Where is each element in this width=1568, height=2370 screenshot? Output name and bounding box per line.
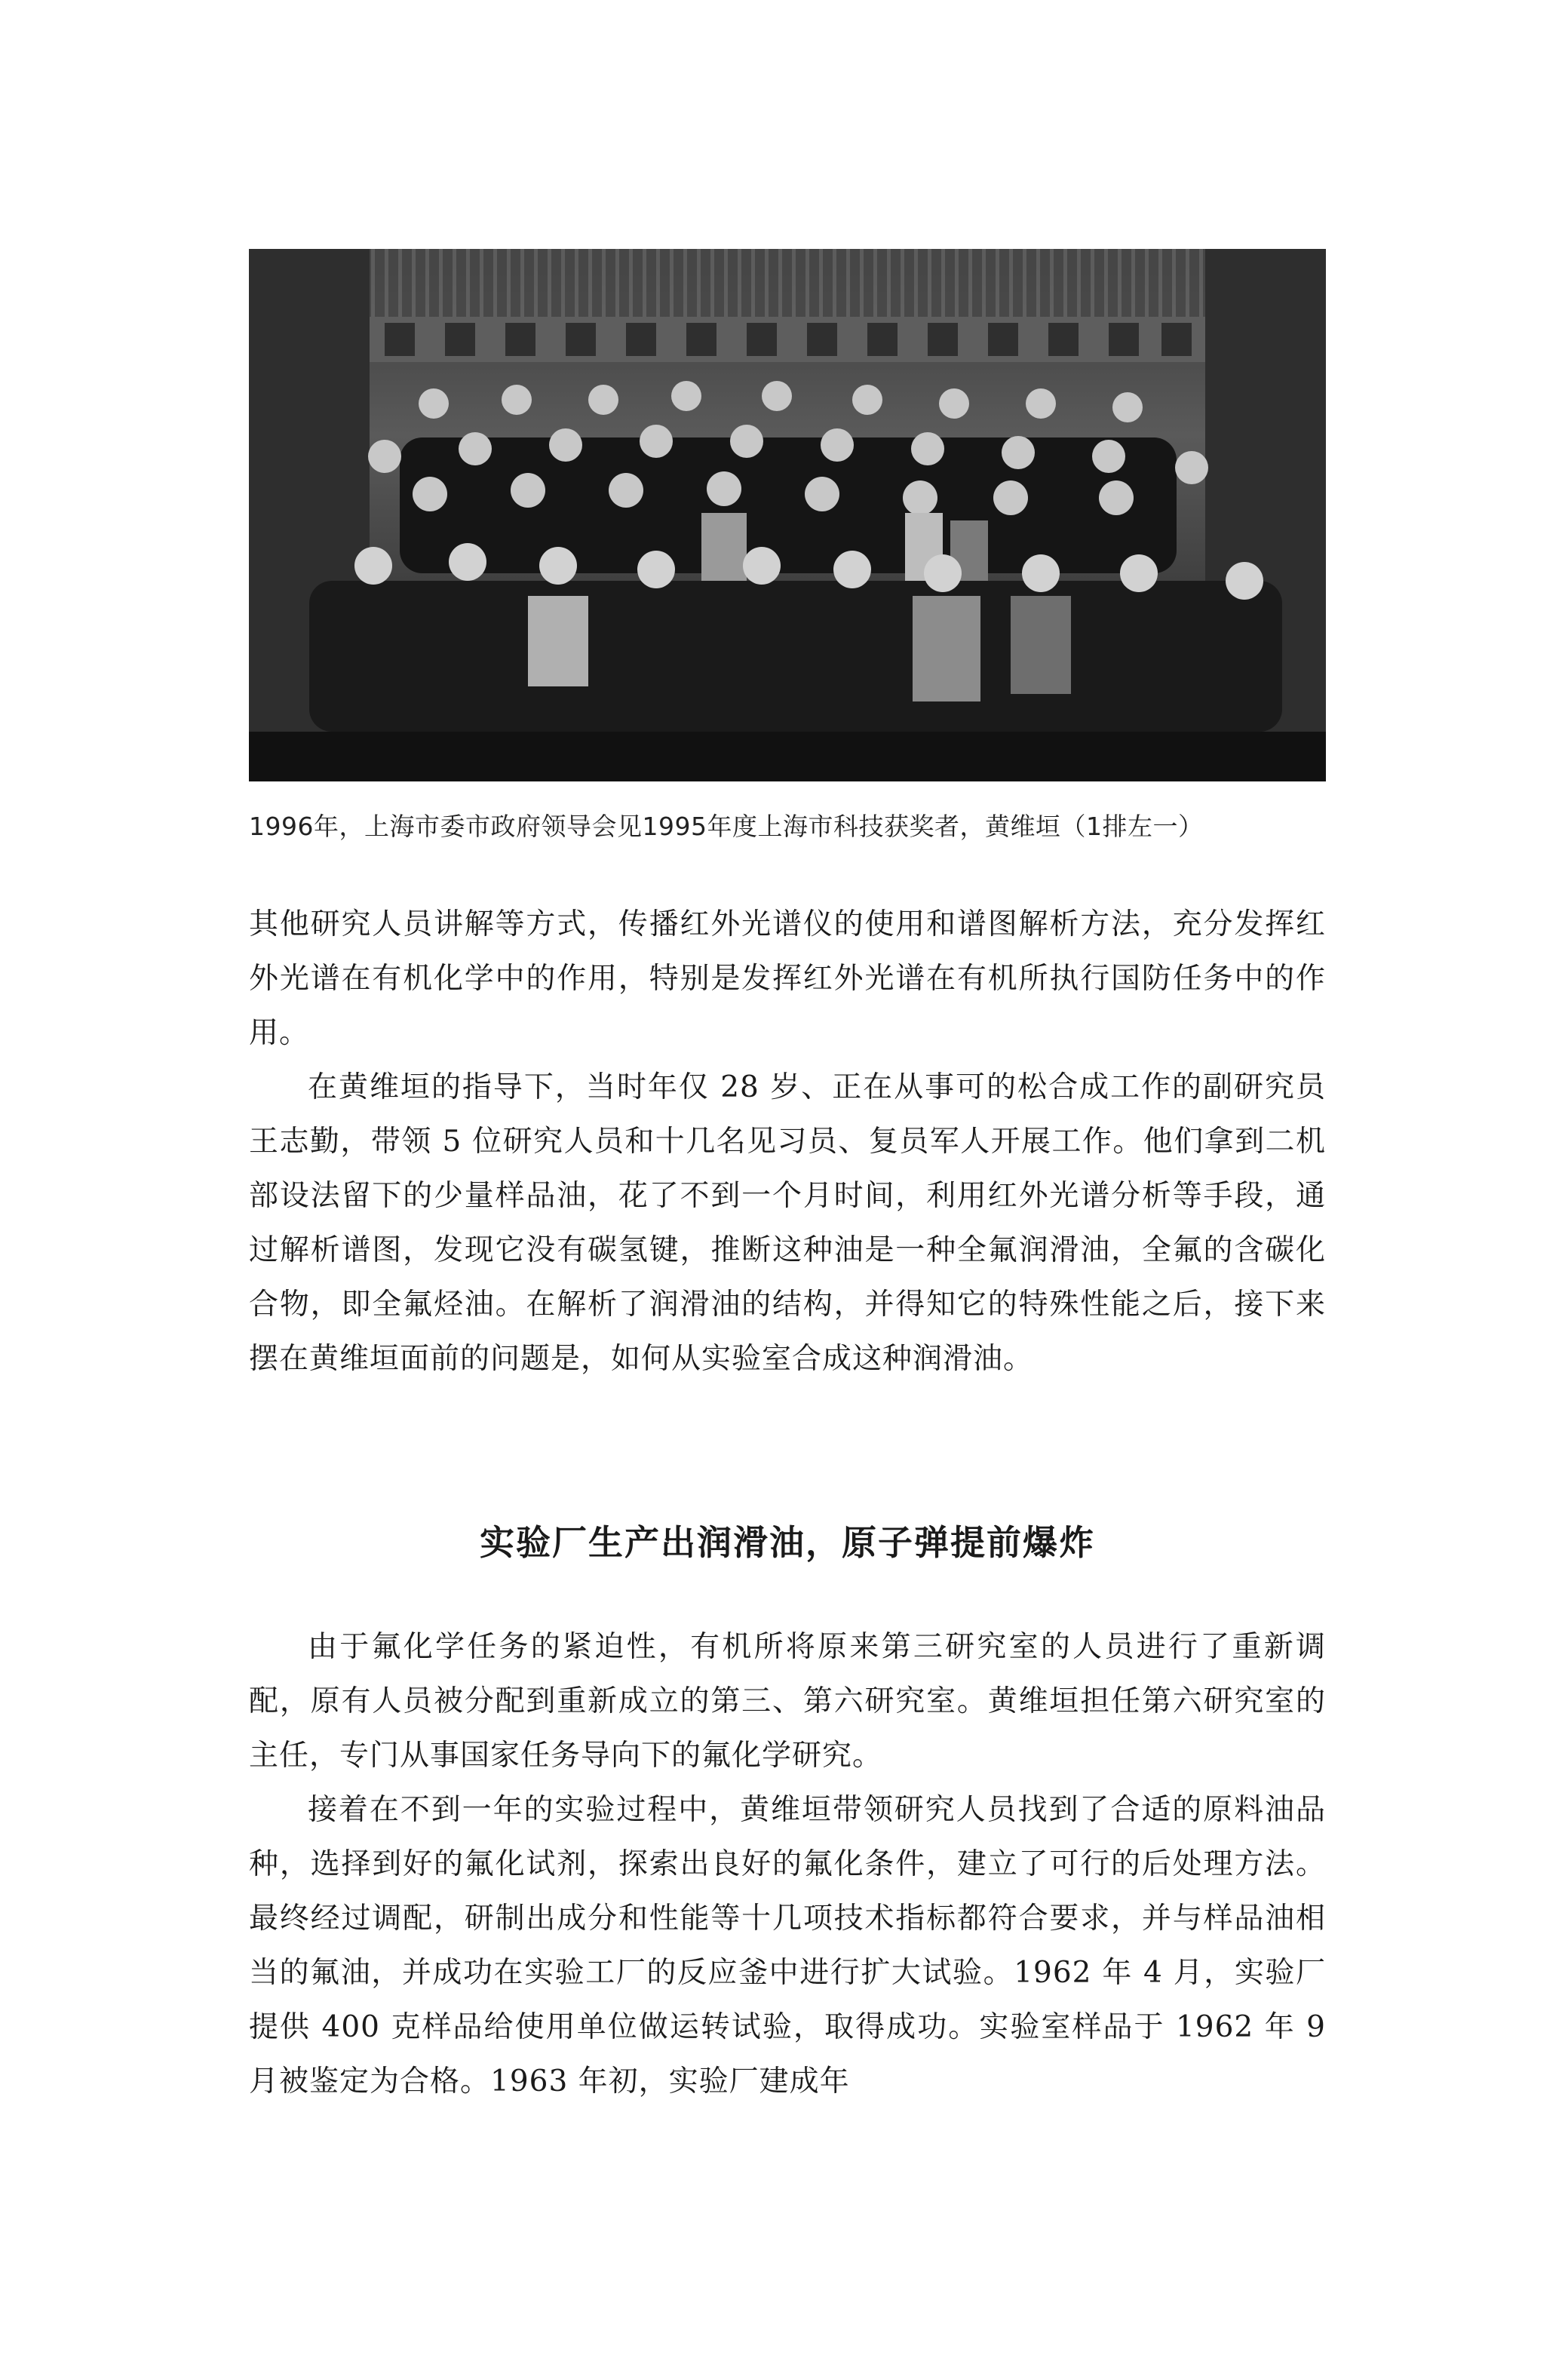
section-text bbox=[249, 1620, 1326, 2109]
paragraph: 其他研究人员讲解等方式，传播红外光谱仪的使用和谱图解析方法，充分发挥红外光谱在有机化学中的作用，特别是发挥红外光谱在有机所执行国防任务中的作用。 bbox=[249, 907, 1326, 1050]
paragraph: 在黄维垣的指导下，当时年仅 28 岁、正在从事可的松合成工作的副研究员王志勤，带领 5 位研究人员和十几名见习员、复员军人开展工作。他们拿到二机部设法留下的少量样品油，花了不到一个月时间，利用红外光谱分析等手段，通过解析谱图，发现它没有碳氢键，推断这种油是一种全氟润滑油，全氟的含碳化合物，即全氟烃油。在解析了润滑油的结构，并得知它的特殊性能之后，接下来摆在黄维垣面前的问题是，如何从实验室合成这种润滑油。 bbox=[249, 1070, 1326, 1376]
group-photo bbox=[249, 249, 1326, 781]
section-heading: 实验厂生产出润滑油，原子弹提前爆炸 bbox=[480, 1522, 1095, 1563]
group-photo-image bbox=[249, 249, 1326, 781]
paragraph: 由于氟化学任务的紧迫性，有机所将原来第三研究室的人员进行了重新调配，原有人员被分配到重新成立的第三、第六研究室。黄维垣担任第六研究室的主任，专门从事国家任务导向下的氟化学研究。 bbox=[249, 1630, 1326, 1773]
photo-caption: 1996年，上海市委市政府领导会见1995年度上海市科技获奖者，黄维垣（1排左一） bbox=[249, 812, 1204, 841]
intro-text bbox=[249, 898, 1326, 1386]
paragraph: 接着在不到一年的实验过程中，黄维垣带领研究人员找到了合适的原料油品种，选择到好的氟化试剂，探索出良好的氟化条件，建立了可行的后处理方法。最终经过调配，研制出成分和性能等十几项技术指标都符合要求，并与样品油相当的氟油，并成功在实验工厂的反应釜中进行扩大试验。1962 年 4 月，实验厂提供 400 克样品给使用单位做运转试验，取得成功。实验室样品于 1962 年 9 月被鉴定为合格。1963 年初，实验厂建成年 bbox=[249, 1793, 1326, 2098]
